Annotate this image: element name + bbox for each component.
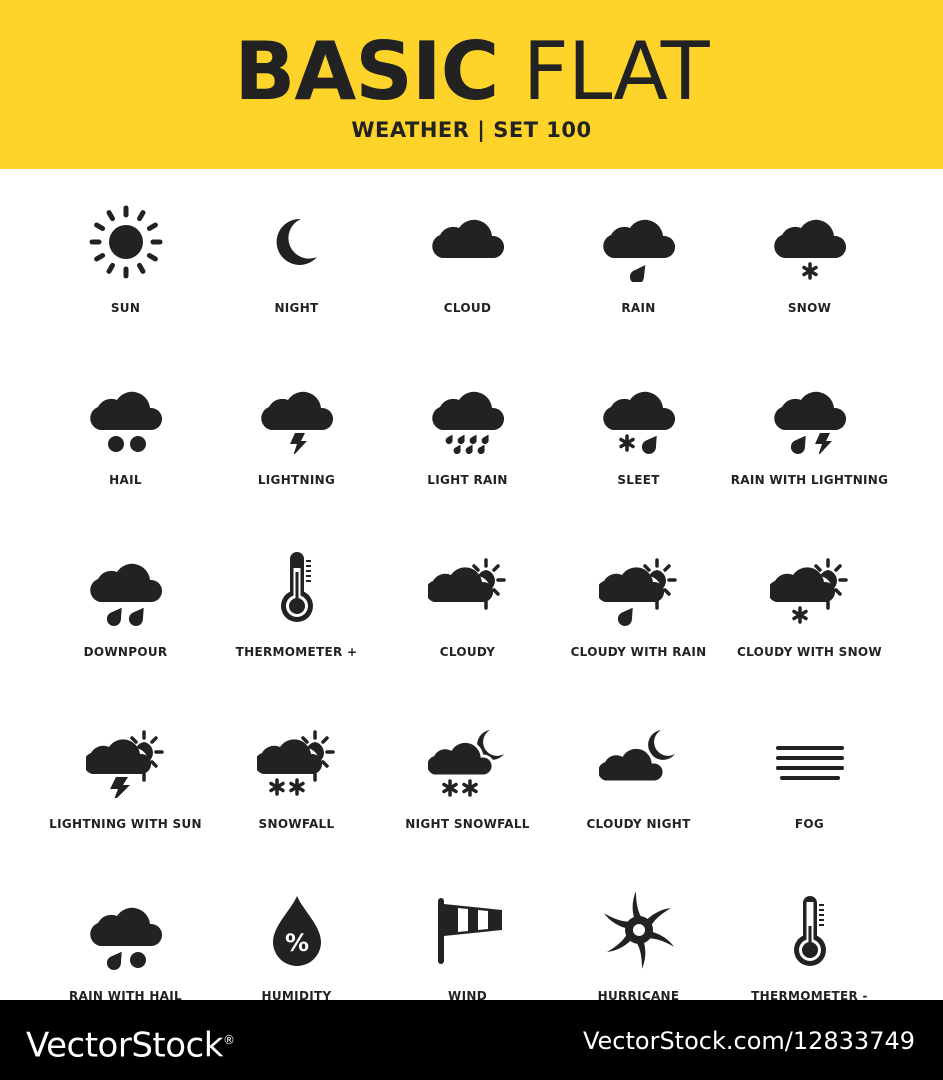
wind-icon xyxy=(428,890,508,970)
icon-label: RAIN WITH HAIL xyxy=(69,989,182,1000)
icon-cell-hail xyxy=(40,344,211,516)
icon-cell-night-snowfall xyxy=(382,688,553,860)
icon-label: LIGHTNING xyxy=(257,473,336,487)
icon-label: CLOUDY WITH SNOW xyxy=(737,645,882,659)
icon-label: LIGHT RAIN xyxy=(427,473,508,487)
cloudy-with-rain-icon xyxy=(599,546,679,626)
page-title xyxy=(0,22,943,122)
icon-label: SUN xyxy=(110,301,141,315)
icon-cell-cloudy-with-rain xyxy=(553,516,724,688)
icon-cell-rain-with-lightning xyxy=(724,344,895,516)
icon-cell-rain xyxy=(553,172,724,344)
rain-icon xyxy=(599,202,679,282)
cloudy-night-icon xyxy=(599,718,679,798)
icon-label: DOWNPOUR xyxy=(83,645,168,659)
icon-cell-night xyxy=(211,172,382,344)
hail-icon xyxy=(86,374,166,454)
icon-cell-cloudy-night xyxy=(553,688,724,860)
icon-label: THERMOMETER + xyxy=(235,645,358,659)
icon-label: CLOUD xyxy=(443,301,492,315)
icon-label: CLOUDY WITH RAIN xyxy=(570,645,707,659)
lightning-icon xyxy=(257,374,337,454)
icon-label: NIGHT xyxy=(274,301,319,315)
snow-icon xyxy=(770,202,850,282)
sun-icon xyxy=(86,202,166,282)
snowfall-icon xyxy=(257,718,337,798)
icon-cell-sun xyxy=(40,172,211,344)
icon-label: THERMOMETER - xyxy=(751,989,868,1000)
thermometer-plus-icon xyxy=(257,546,337,626)
icon-cell-cloud xyxy=(382,172,553,344)
night-snowfall-icon xyxy=(428,718,508,798)
downpour-icon xyxy=(86,546,166,626)
icon-label: HURRICANE xyxy=(597,989,680,1000)
icon-cell-thermometer-minus xyxy=(724,860,895,1000)
cloud-icon xyxy=(428,202,508,282)
humidity-percent-symbol: % xyxy=(284,929,310,957)
icon-label: SNOW xyxy=(787,301,832,315)
icon-cell-lightning-with-sun xyxy=(40,688,211,860)
title-bold: BASIC xyxy=(234,25,499,118)
cloudy-with-snow-icon xyxy=(770,546,850,626)
humidity-icon xyxy=(257,890,337,970)
icon-cell-wind xyxy=(382,860,553,1000)
light-rain-icon xyxy=(428,374,508,454)
icon-cell-fog xyxy=(724,688,895,860)
icon-cell-rain-with-hail xyxy=(40,860,211,1000)
icon-cell-sleet xyxy=(553,344,724,516)
icon-label: RAIN WITH LIGHTNING xyxy=(730,473,889,487)
icon-label: SLEET xyxy=(617,473,660,487)
header-banner xyxy=(0,0,943,169)
sleet-icon xyxy=(599,374,679,454)
icon-label: RAIN xyxy=(621,301,656,315)
icon-label: HUMIDITY xyxy=(261,989,332,1000)
page-subtitle: WEATHER | SET 100 xyxy=(351,118,592,142)
icon-label: FOG xyxy=(794,817,825,831)
hurricane-icon xyxy=(599,890,679,970)
cloudy-icon xyxy=(428,546,508,626)
icon-cell-lightning xyxy=(211,344,382,516)
icon-cell-hurricane xyxy=(553,860,724,1000)
icon-cell-thermometer-plus xyxy=(211,516,382,688)
icon-label: LIGHTNING WITH SUN xyxy=(49,817,202,831)
moon-icon xyxy=(257,202,337,282)
icon-cell-light-rain xyxy=(382,344,553,516)
icon-label: NIGHT SNOWFALL xyxy=(405,817,530,831)
icon-label: CLOUDY NIGHT xyxy=(586,817,691,831)
icon-label: HAIL xyxy=(109,473,142,487)
footer-bar xyxy=(0,1000,943,1080)
brand-logo xyxy=(26,1020,234,1065)
icon-label: CLOUDY xyxy=(439,645,496,659)
registered-mark: ® xyxy=(222,1033,235,1047)
icon-cell-downpour xyxy=(40,516,211,688)
icon-cell-cloudy-with-snow xyxy=(724,516,895,688)
source-link[interactable]: VectorStock.com/12833749 xyxy=(582,1027,915,1055)
fog-icon xyxy=(770,718,850,798)
rain-with-hail-icon xyxy=(86,890,166,970)
icon-cell-snowfall xyxy=(211,688,382,860)
title-light: FLAT xyxy=(522,25,709,118)
thermometer-minus-icon xyxy=(770,890,850,970)
icon-label: WIND xyxy=(448,989,487,1000)
rain-with-lightning-icon xyxy=(770,374,850,454)
icon-grid xyxy=(40,172,896,1000)
icon-cell-cloudy xyxy=(382,516,553,688)
icon-cell-humidity xyxy=(211,860,382,1000)
icon-label: SNOWFALL xyxy=(258,817,335,831)
icon-cell-snow xyxy=(724,172,895,344)
lightning-with-sun-icon xyxy=(86,718,166,798)
brand-name: VectorStock xyxy=(26,1025,223,1066)
